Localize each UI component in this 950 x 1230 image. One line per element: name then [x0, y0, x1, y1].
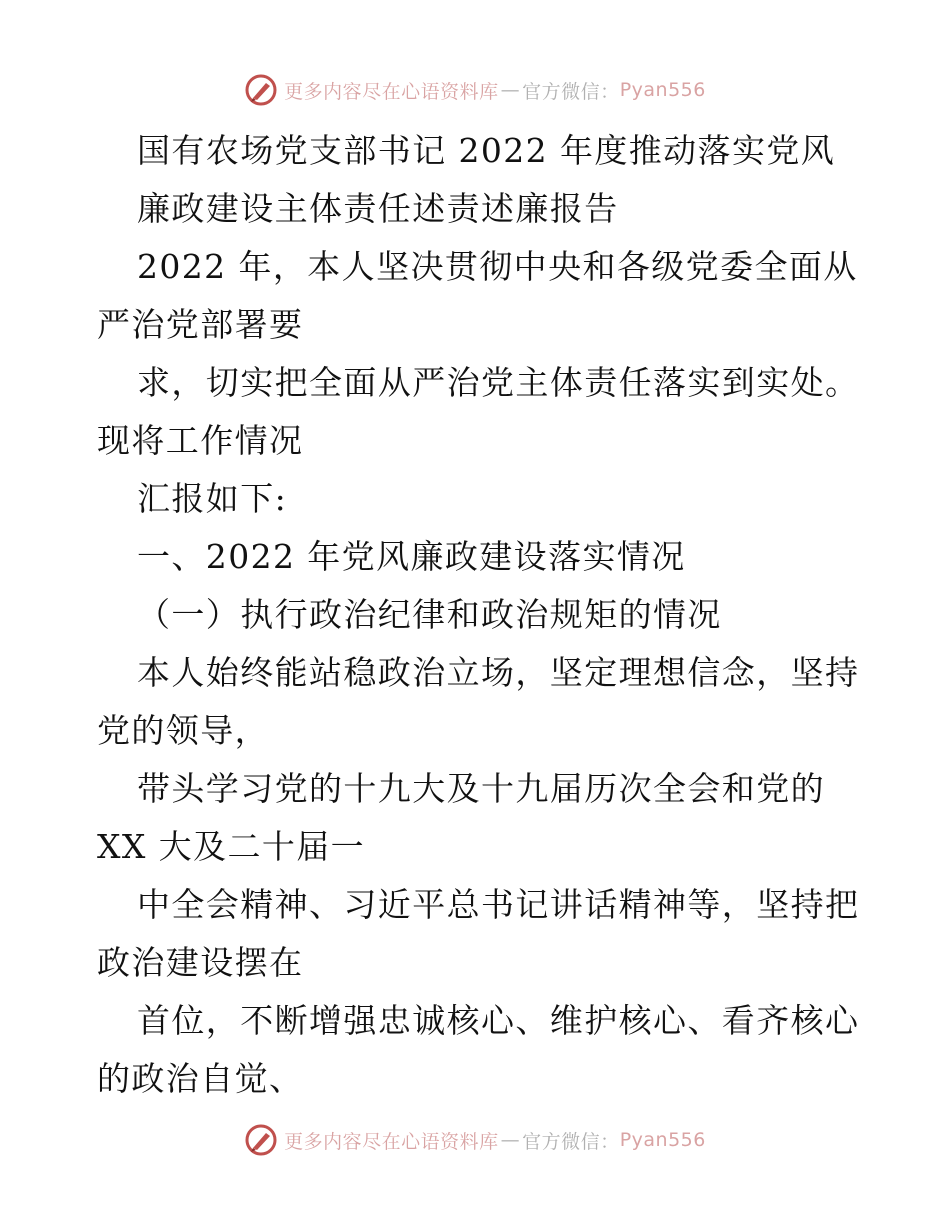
- footer-banner-separator: —: [500, 1129, 521, 1151]
- pen-circle-logo-icon: [244, 1123, 278, 1157]
- document-body: [97, 122, 860, 1108]
- paragraph-line: 政治建设摆在: [97, 943, 304, 982]
- paragraph-line: 求，切实把全面从严治党主体责任落实到实处。: [137, 363, 860, 402]
- paragraph-line: 现将工作情况: [97, 421, 304, 460]
- footer-banner: [0, 1120, 950, 1160]
- banner-wechat-label: 官方微信：: [522, 80, 620, 103]
- paragraph-line: 本人始终能站稳政治立场，坚定理想信念，坚持: [137, 653, 860, 692]
- paragraph-line: 的政治自觉、: [97, 1059, 304, 1098]
- banner-wechat-id: Pyan556: [619, 79, 706, 101]
- document-title-line-1: 国有农场党支部书记 2022 年度推动落实党风: [137, 131, 836, 170]
- paragraph-line: 汇报如下:: [137, 479, 288, 518]
- paragraph-line: 严治党部署要: [97, 305, 304, 344]
- paragraph-line: 带头学习党的十九大及十九届历次全会和党的: [137, 769, 825, 808]
- subsection-heading: （一）执行政治纪律和政治规矩的情况: [137, 595, 722, 634]
- footer-banner-wechat-id: Pyan556: [619, 1129, 706, 1151]
- header-banner: [0, 70, 950, 110]
- document-title-line-2: 廉政建设主体责任述责述廉报告: [137, 189, 619, 228]
- paragraph-line: 中全会精神、习近平总书记讲话精神等，坚持把: [137, 885, 860, 924]
- footer-banner-wechat-label: 官方微信：: [522, 1130, 620, 1153]
- pen-circle-logo-icon: [244, 73, 278, 107]
- paragraph-line: 首位，不断增强忠诚核心、维护核心、看齐核心: [137, 1001, 860, 1040]
- banner-separator: —: [500, 79, 521, 101]
- paragraph-line: XX 大及二十届一: [97, 827, 366, 866]
- footer-banner-title: 更多内容尽在心语资料库: [284, 1130, 499, 1153]
- paragraph-line: 党的领导，: [97, 711, 269, 750]
- banner-title: 更多内容尽在心语资料库: [284, 80, 499, 103]
- paragraph-line: 2022 年，本人坚决贯彻中央和各级党委全面从: [137, 247, 858, 286]
- section-heading: 一、2022 年党风廉政建设落实情况: [137, 537, 686, 576]
